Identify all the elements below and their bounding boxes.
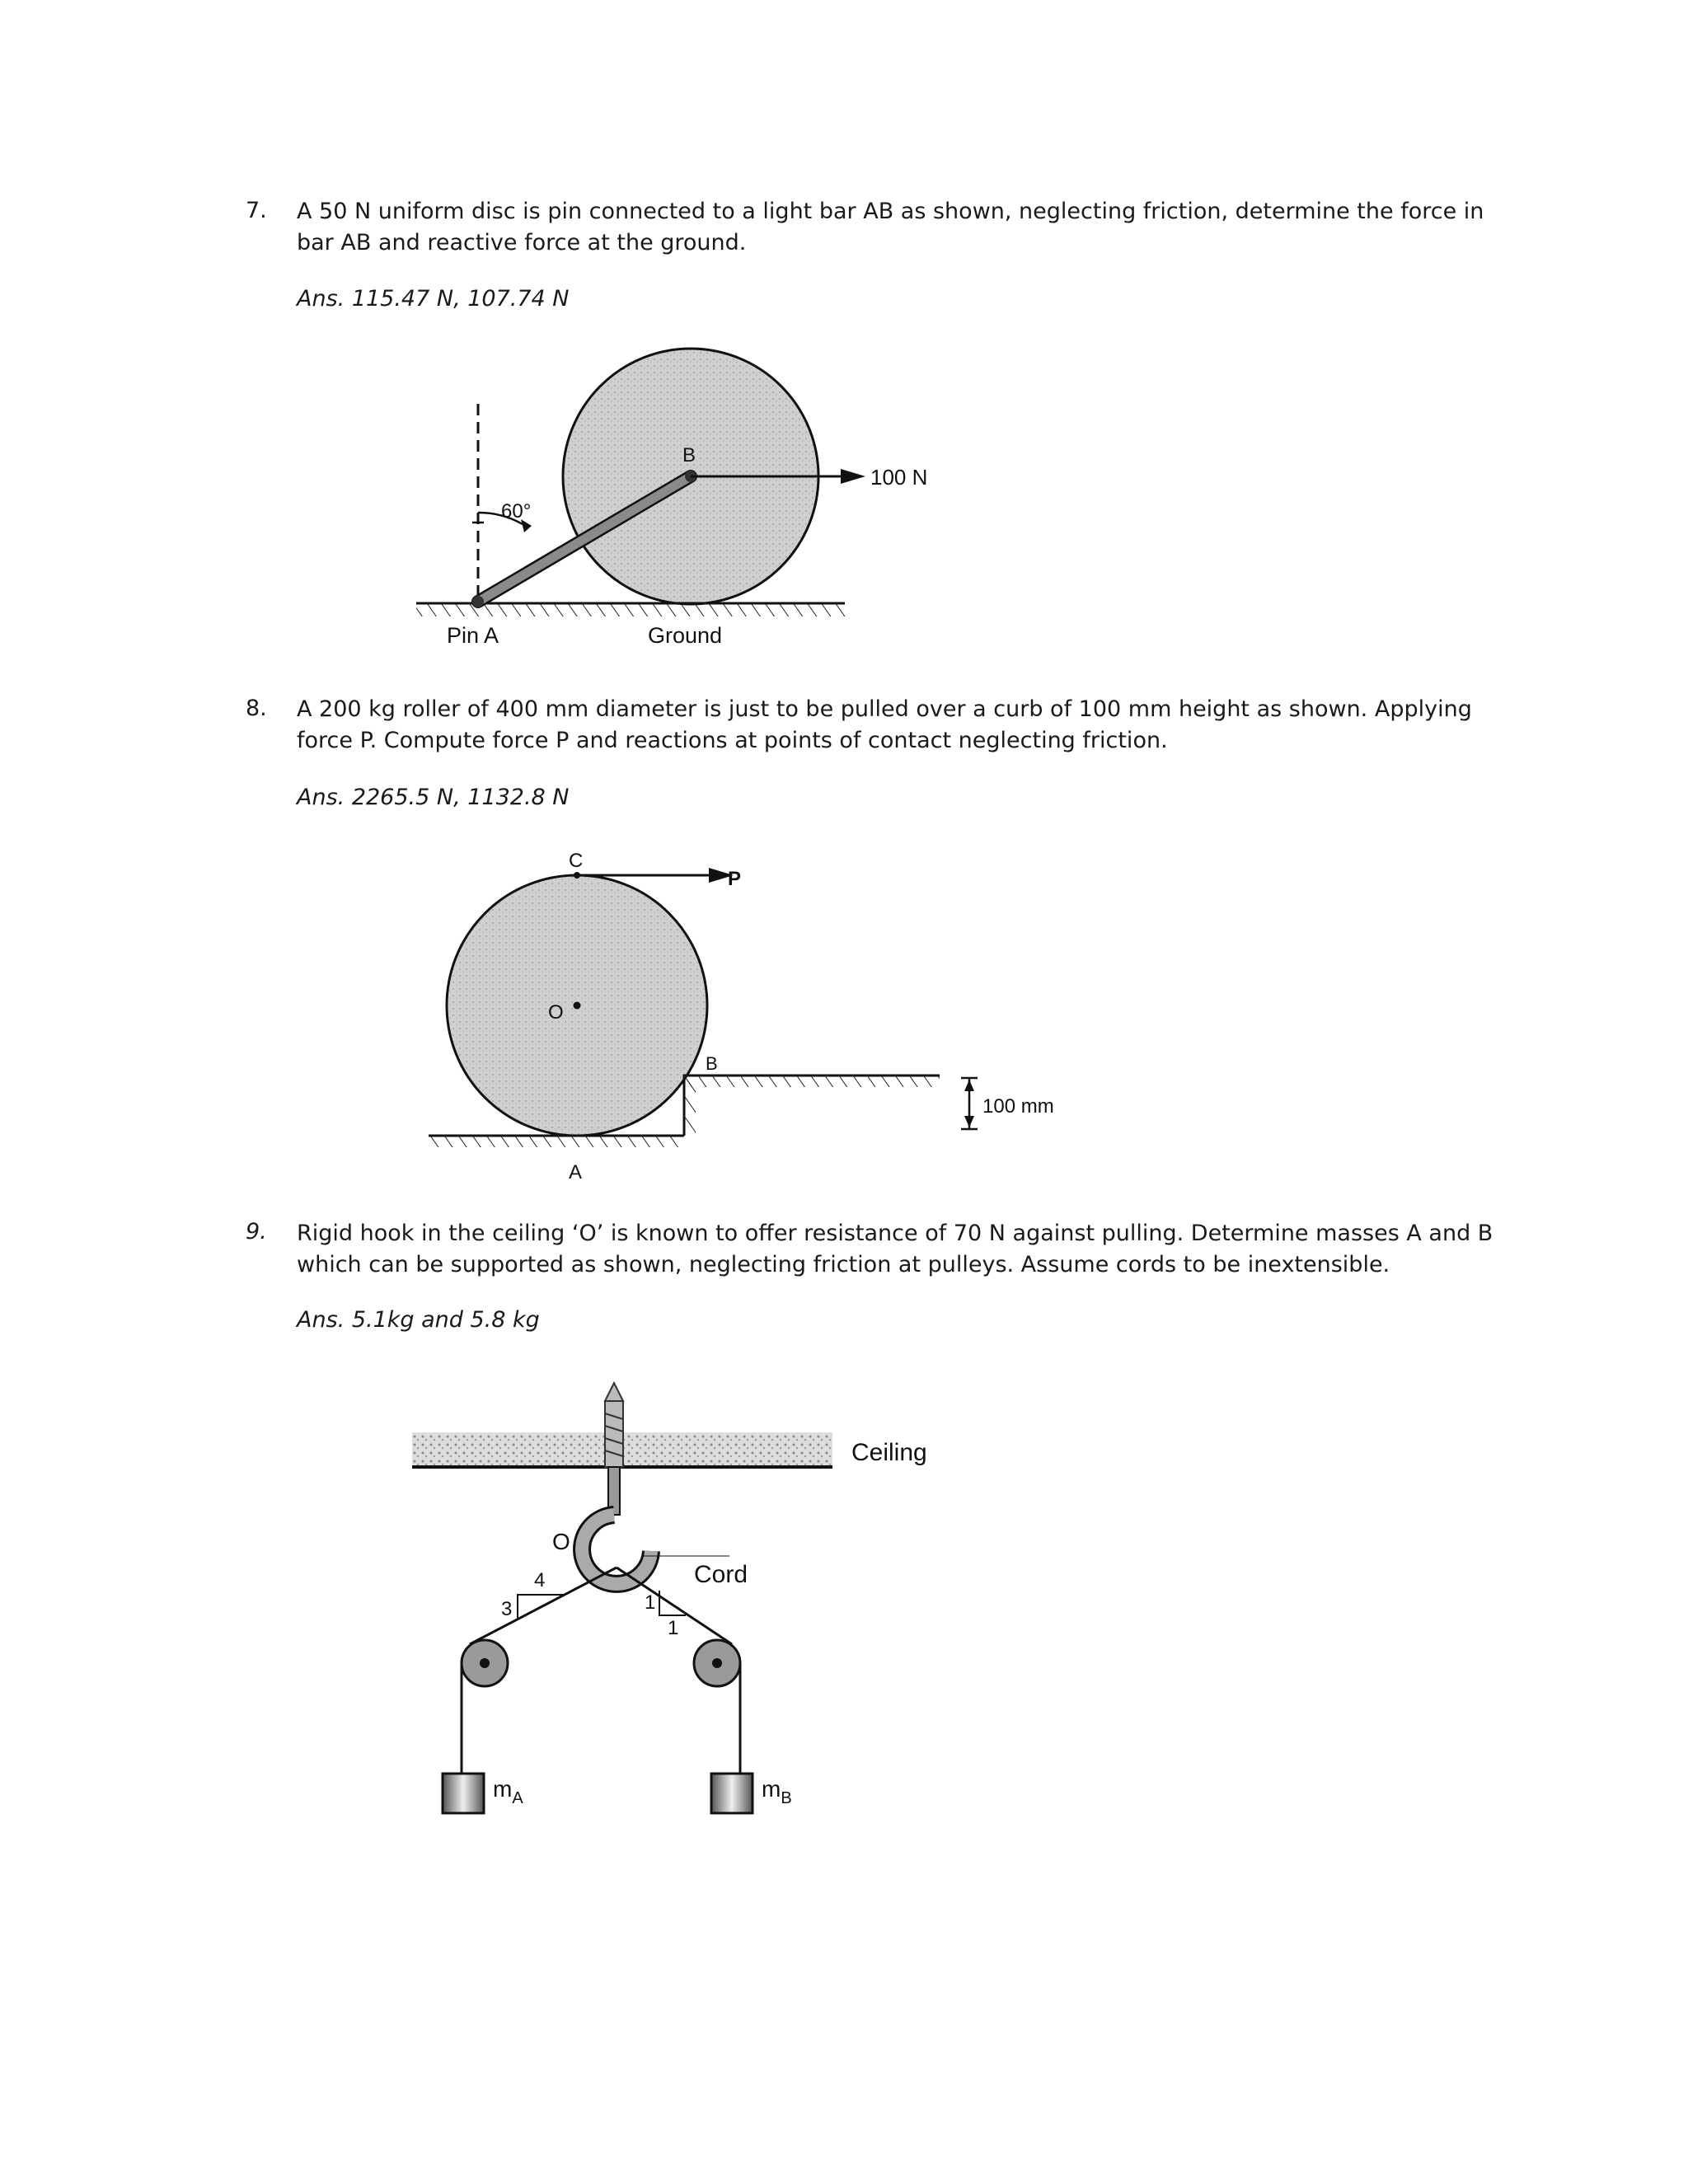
label-o: O — [548, 1001, 564, 1024]
screw — [605, 1401, 623, 1467]
label-a: A — [569, 1161, 583, 1183]
label-p: P — [728, 868, 742, 890]
figure-roller-curb — [412, 849, 1088, 1195]
mass-a — [443, 1774, 484, 1813]
label-ceiling: Ceiling — [851, 1439, 927, 1466]
label-b: B — [682, 444, 696, 466]
ground-hatching — [429, 1136, 684, 1147]
figure-hook-pulleys — [396, 1376, 989, 1838]
slope-left-run: 4 — [534, 1569, 546, 1591]
answer: Ans. 5.1kg and 5.8 kg — [297, 1307, 540, 1333]
slope-right-rise: 1 — [645, 1591, 656, 1614]
label-c: C — [569, 850, 584, 872]
problem-number: 9. — [246, 1219, 267, 1244]
label-height: 100 mm — [982, 1095, 1054, 1118]
label-force: 100 N — [870, 465, 928, 490]
pin-a — [472, 596, 484, 607]
label-pin-a: Pin A — [447, 623, 499, 648]
slope-right-run: 1 — [668, 1617, 679, 1639]
label-ground: Ground — [648, 623, 723, 648]
arrow-head — [841, 469, 865, 484]
problem-text: A 200 kg roller of 400 mm diameter is just to be pulled over a curb of 100 mm height as shown. Applying force P. Compute force P and reactions at points of contact neglecting friction. — [297, 696, 1472, 753]
figure-disc-bar — [396, 338, 973, 659]
center-o — [574, 1002, 581, 1010]
problem-text: Rigid hook in the ceiling ‘O’ is known to offer resistance of 70 N against pulling. Determine masses A and B which can be supported as shown, neglecting friction at pulleys. Assume cords to be inextensible. — [297, 1221, 1493, 1277]
answer: Ans. 115.47 N, 107.74 N — [297, 286, 570, 312]
label-ma: $m_A$ — [493, 1776, 523, 1807]
answer: Ans. 2265.5 N, 1132.8 N — [297, 785, 570, 810]
label-o: O — [552, 1529, 570, 1554]
problem-number: 7. — [246, 198, 267, 223]
label-cord: Cord — [694, 1561, 748, 1588]
label-mb: $m_B$ — [762, 1776, 792, 1807]
problem-text: A 50 N uniform disc is pin connected to a light bar AB as shown, neglecting friction, determine the force in bar AB and reactive force at the ground. — [297, 199, 1484, 255]
mass-b — [711, 1774, 753, 1813]
label-angle: 60° — [501, 500, 532, 523]
label-b: B — [706, 1053, 718, 1074]
slope-left-rise: 3 — [501, 1598, 513, 1620]
problem-number: 8. — [246, 696, 267, 721]
